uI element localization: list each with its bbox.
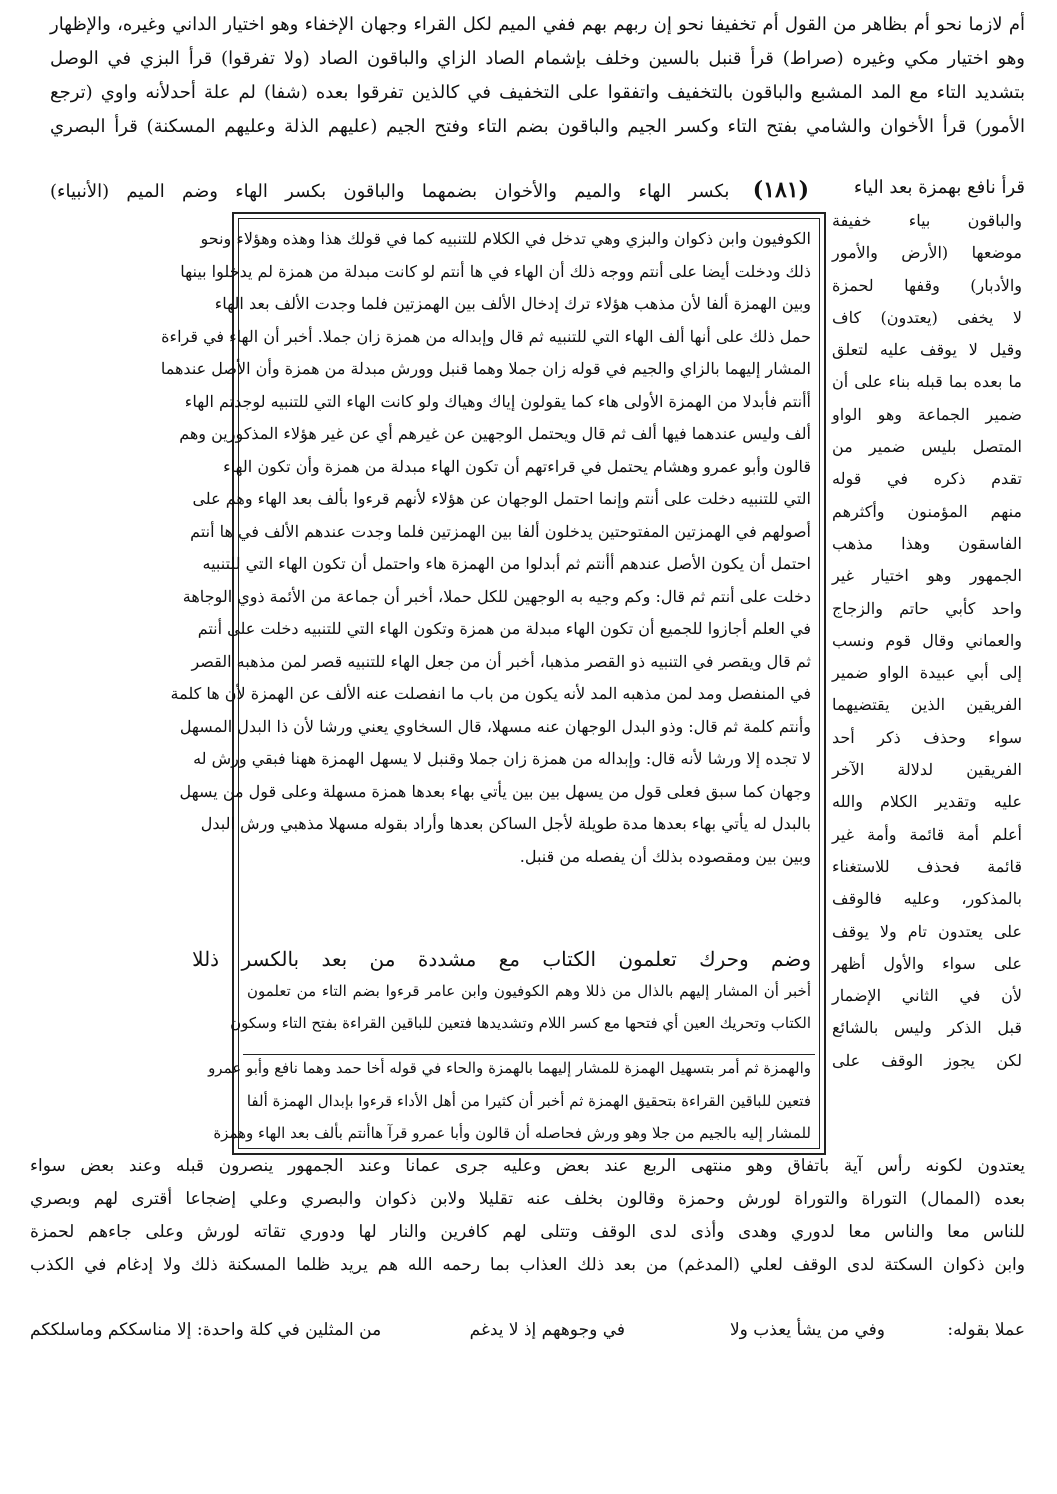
box-line: للمشار إليه بالجيم من جلا وهو ورش فحاصله أن قالون وأبا عمرو قرآ هاأنتم بألف بعد الهاء وهمزة — [213, 1124, 811, 1142]
top-text-block — [50, 14, 1025, 150]
top-line: وهو اختيار مكي وغيره (صراط) قرأ قنبل بالسين وخلف بإشمام الصاد الزاي والباقون الصاد (ولا تفرقوا) قرأ البزي في الوصل — [50, 48, 1025, 69]
box-line: أصولهم في الهمزتين المفتوحتين يدخلون ألفا بين الهمزتين فلما وجدت عندهم الألف في ها أنتم — [190, 521, 811, 541]
side-line: موضعها (الأرض والأمور — [832, 243, 1022, 263]
bottom-line: بعده (الممال) التوراة والتوراة لورش وحمزة وقالون بخلف عنه تقليلا ولابن ذكوان والبصري وعلي إضجاعا أقترى لهم وبصري — [30, 1189, 1025, 1209]
side-line: لأن في الثاني الإضمار — [832, 986, 1022, 1006]
side-line: قبل الذكر وليس بالشائع — [832, 1018, 1022, 1038]
final-line-part: في وجوههم إذ لا يدغم — [469, 1320, 625, 1340]
box-line: أخبر أن المشار إليهم بالذال من ذللا وهم الكوفيون وابن عامر قرءوا بضم التاء من تعلمون — [247, 982, 811, 1000]
box-line: ذلك ودخلت أيضا على أنتم ووجه ذلك أن الهاء في ها أنتم لو كانت مبدلة من همزة لم يدخلوا بينها — [180, 261, 811, 281]
side-line: الفريقين لدلالة الآخر — [832, 760, 1022, 780]
bottom-line: للناس معا والناس معا لدوري وهدى وأذى لدى الوقف وتتلى لهم كافرين والنار لها ودوري تقاته لورش وعلى جاءهم لحمزة — [30, 1222, 1025, 1242]
box-line: وأنتم كلمة ثم قال: وذو البدل الوجهان عنه مسهلا، قال السخاوي يعني ورشا لأن ذا البدل المسهل — [179, 716, 811, 736]
final-line-part: عملا بقوله: — [947, 1320, 1025, 1340]
commentary-frame — [160, 212, 826, 1155]
side-line: الفاسقون وهذا مذهب — [832, 533, 1022, 553]
side-line: والباقون بياء خفيفة — [832, 211, 1022, 230]
page-number: (١٨١) — [752, 177, 809, 203]
side-line: بالمذكور، وعليه فالوقف — [832, 889, 1022, 909]
side-line: الفريقين الذين يقتضيهما — [832, 695, 1022, 715]
box-line: في المنفصل ومد لمن مذهبه المد لأنه يكون من باب ما انفصلت عنه الألف عن الهمزة لأن ها كلمة — [170, 684, 811, 703]
side-line: لا يخفى (يعتدون) كاف — [832, 307, 1022, 327]
lower-commentary — [208, 1059, 811, 1157]
margin-commentary-column — [832, 211, 1022, 1083]
top-line: الأمور) قرأ الأخوان والشامي بفتح التاء وكسر الجيم والباقون بضم التاء وفتح الجيم (عليهم الذلة وعليهم المسكنة) قرأ البصري — [50, 116, 1025, 137]
box-line: ثم قال ويقصر في التنبيه ذو القصر مذهبا، أخبر أن من جعل الهاء للتنبيه قصر لمن مذهبه القصر — [191, 651, 811, 671]
box-line: أأنتم فأبدلا من الهمزة الأولى هاء كما يقولون إياك وهياك ولو كانت الهاء التي للتنبيه لوجدتم الهاء — [184, 391, 811, 411]
side-line: والعماني وقال قوم ونسب — [832, 630, 1022, 650]
side-line: على سواء والأول أظهر — [832, 953, 1022, 973]
side-line: أعلم أمة قائمة وأمة غير — [832, 824, 1022, 844]
commentary-frame-inner — [160, 218, 820, 1149]
side-line: منهم المؤمنون وأكثرهم — [832, 501, 1022, 521]
side-line: تقدم ذكره في قوله — [832, 469, 1022, 489]
header-main-line: بكسر الهاء والميم والأخوان بضمهما والباقون بكسر الهاء وضم الميم (الأنبياء) — [50, 181, 730, 202]
side-line: قائمة فحذف للاستغناء — [832, 856, 1022, 876]
side-line: لكن يجوز الوقف على — [832, 1050, 1022, 1070]
divider — [243, 1054, 815, 1055]
box-line: فتعين للباقين القراءة بتحقيق الهمزة ثم أخبر أن كثيرا من أهل الأداء قرءوا بإبدال الهمزة ألفا — [246, 1091, 811, 1110]
box-line: حمل ذلك على أنها ألف الهاء التي للتنبيه ثم قال وإبداله من همزة زان جملا. أخبر أن الهاء في قراءة — [161, 326, 811, 346]
side-line: الجمهور وهو اختيار غير — [832, 566, 1022, 586]
side-line: ضمير الجماعة وهو الواو — [832, 404, 1022, 424]
box-line: في العلم أجازوا للجميع أن تكون الهاء مبدلة من همزة وتكون الهاء التي للتنبيه دخلت على أنتم — [197, 619, 811, 638]
final-line — [30, 1320, 1025, 1354]
header-main-text — [50, 177, 815, 203]
box-line: بالبدل له يأتي بهاء بعدها مدة طويلة لأجل الساكن بعدها وأراد بقوله مسهلا مذهبي ورش البدل — [200, 814, 811, 833]
page-header-row — [50, 177, 1025, 211]
box-line: التي للتنبيه دخلت على أنتم وإنما احتمل الوجهان عن هؤلاء لأنهم قرءوا بألف بعد الهاء وهم على — [192, 489, 811, 508]
box-line: قالون وأبو عمرو وهشام يحتمل في قراءتهم أن تكون الهاء مبدلة من همزة وأن تكون الهاء — [223, 456, 811, 476]
box-line: وجهان كما سبق فعلى قول من يسهل بين بين يأتي بهاء بعدها همزة مسهلة وعلى قول من يسهل — [179, 781, 811, 801]
side-line: على يعتدون تام ولا يوقف — [832, 921, 1022, 941]
box-line: والهمزة ثم أمر بتسهيل الهمزة للمشار إليهما بالهمزة والحاء في قوله أخا حمد وهما نافع وأبو عمرو — [208, 1059, 811, 1077]
poem-verse: وضم وحرك تعلمون الكتاب مع مشددة من بعد بالكسر ذللا — [192, 947, 811, 971]
header-side-text: قرأ نافع بهمزة بعد الياء — [853, 177, 1025, 198]
box-line: وبين الهمزة ألفا لأن مذهب هؤلاء ترك إدخال الألف بين الهمزتين فلما وجدت الألف بعد الهاء — [214, 294, 811, 313]
bottom-text-block — [30, 1156, 1025, 1288]
box-line: ألف وليس عندهما فيها ألف ثم قال ويحتمل الوجهين عن غيرهم أي عن غير هؤلاء المذكورين وهم — [179, 424, 811, 443]
side-line: واحد كأبي حاتم والزجاج — [832, 598, 1022, 618]
side-line: سواء وحذف ذكر أحد — [832, 727, 1022, 747]
side-line: والأدبار) وقفها لحمزة — [832, 275, 1022, 295]
commentary-body — [160, 229, 811, 879]
box-line: احتمل أن يكون الأصل عندهم أأنتم ثم أبدلوا من الهمزة هاء واحتمل أن تكون الهاء التي للتنبيه — [202, 554, 811, 573]
box-line: الكتاب وتحريك العين أي فتحها مع كسر اللام وتشديدها فتعين للباقين القراءة بفتح التاء وسكون — [230, 1014, 811, 1032]
side-line: عليه وتقدير الكلام والله — [832, 792, 1022, 812]
top-line: أم لازما نحو أم بظاهر من القول أم تخفيفا نحو إن ربهم بهم ففي الميم لكل القراء وجهان الإخفاء وهو اختيار الداني وغيره، والإظهار — [50, 14, 1025, 35]
bottom-line: وابن ذكوان السكتة لدى الوقف لعلي (المدغم) من بعد ذلك العذاب بما رحمه الله هم يريد ظلما المسكنة ذلك ولا إدغام في الكذب — [30, 1255, 1025, 1275]
side-line: إلى أبي عبيدة الواو ضمير — [832, 663, 1022, 683]
side-line: ما بعده بما قبله بناء على أن — [832, 372, 1022, 392]
box-line: المشار إليهما بالزاي والجيم في قوله زان جملا وهما قنبل وورش مبدلة من همزة وأن الأصل عندهما — [160, 359, 811, 378]
box-line: وبين بين ومقصوده بذلك أن يفصله من قنبل. — [519, 846, 811, 866]
box-line: لا تجده إلا ورشا لأنه قال: وإبداله من همزة زان جملا وقنبل لا يسهل الهمزة ههنا فبقي ورش له — [193, 749, 811, 768]
verse-explanation — [230, 982, 811, 1046]
top-line: بتشديد التاء مع المد المشبع والباقون بالتخفيف واتفقوا على التخفيف في كالذين تفرقوا بعده (شفا) لم علة أحدلأنه واوي (ترجع — [50, 82, 1025, 103]
final-line-part: وفي من يشأ يعذب ولا — [729, 1320, 885, 1340]
bottom-line: يعتدون لكونه رأس آية باتفاق وهو منتهى الربع عند بعض وعليه جرى عمانا وعند الجمهور ينصرون قبله وعند بعض سواء — [30, 1156, 1025, 1176]
box-line: الكوفيون وابن ذكوان والبزي وهي تدخل في الكلام للتنبيه كما في قولك هذا وهذه وهؤلاء ونحو — [200, 229, 811, 248]
final-line-part: من المثلين في كلة واحدة: إلا مناسككم وماسلككم — [30, 1320, 382, 1340]
box-line: دخلت على أنتم ثم قال: وكم وجيه به الوجهين للكل حملا، أخبر أن جماعة من الأئمة ذوي الوجاهة — [182, 586, 811, 606]
side-line: المتصل بليس ضمير من — [832, 437, 1022, 457]
side-line: وقيل لا يوقف عليه لتعلق — [832, 340, 1022, 360]
